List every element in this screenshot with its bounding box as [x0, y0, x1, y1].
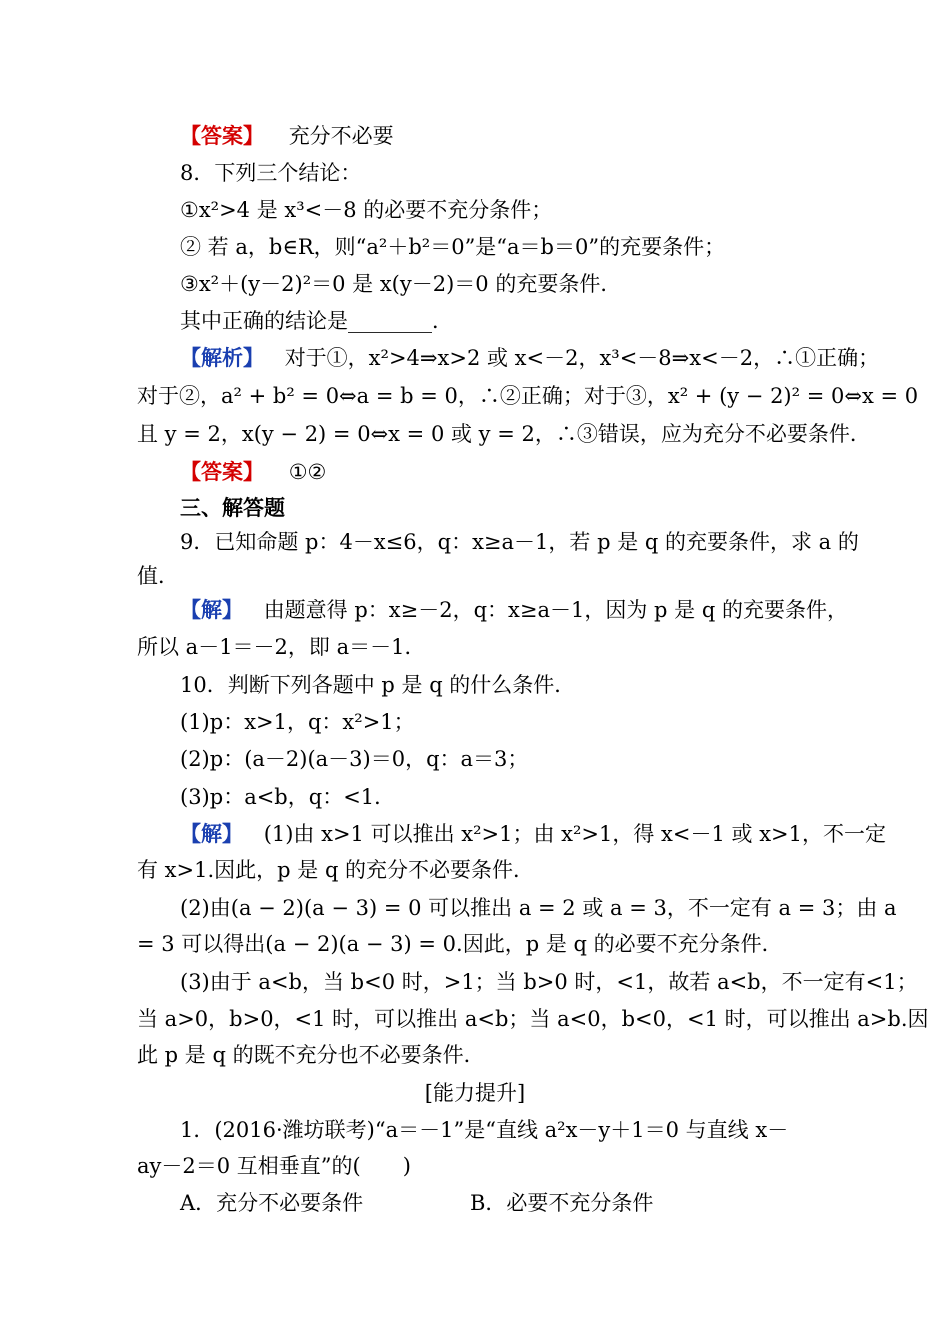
analysis-line-1 — [180, 344, 879, 372]
solution-10-line-5: (3)由于 a<b，当 b<0 时，>1；当 b>0 时，<1，故若 a<b，不一定有<1； — [180, 970, 918, 994]
solution-tag: 【解】 — [180, 822, 243, 846]
advanced-question-1-line-1: 1．(2016·潍坊联考)“a＝－1”是“直线 a²x－y＋1＝0 与直线 x－ — [180, 1118, 789, 1142]
statement-3: ③x²＋(y－2)²＝0 是 x(y－2)＝0 的充要条件． — [180, 272, 622, 296]
solution-text: (1)由 x>1 可以推出 x²>1；由 x²>1，得 x<－1 或 x>1，不一定 — [263, 822, 886, 846]
solution-10-line-4: = 3 可以得出(a − 2)(a − 3) = 0.因此，p 是 q 的必要不充分条件． — [137, 932, 783, 956]
question-8-prompt: 其中正确的结论是________． — [180, 309, 453, 333]
answer-tag: 【答案】 — [180, 460, 264, 484]
analysis-tag: 【解析】 — [180, 346, 264, 370]
analysis-text-1: 对于①，x²>4⇒x>2 或 x<－2，x³<－8⇒x<－2，∴①正确； — [284, 346, 880, 370]
solution-10-line-3: (2)由(a − 2)(a − 3) = 0 可以推出 a = 2 或 a = 3，不一定有 a = 3；由 a — [180, 896, 897, 920]
solution-9-line-2: 所以 a－1＝－2，即 a＝－1． — [137, 635, 426, 659]
statement-1: ①x²>4 是 x³<－8 的必要不充分条件； — [180, 198, 553, 222]
question-10-part-1: (1)p：x>1，q：x²>1； — [180, 710, 415, 734]
question-10-title: 10．判断下列各题中 p 是 q 的什么条件． — [180, 673, 576, 697]
section-title-advanced: [能力提升] — [424, 1081, 526, 1105]
answer-text: 充分不必要 — [288, 124, 394, 148]
section-heading: 三、解答题 — [180, 496, 285, 520]
question-9-line-2: 值． — [137, 564, 179, 588]
solution-10-line-1 — [180, 820, 886, 848]
question-8-title: 8．下列三个结论： — [180, 161, 362, 185]
option-b: B．必要不充分条件 — [470, 1191, 654, 1215]
solution-tag: 【解】 — [180, 598, 243, 622]
solution-10-line-2: 有 x>1.因此，p 是 q 的充分不必要条件． — [137, 858, 535, 882]
statement-2: ② 若 a，b∈R，则“a²＋b²＝0”是“a＝b＝0”的充要条件； — [180, 235, 726, 259]
answer-line-7 — [180, 122, 394, 150]
solution-text: 由题意得 p：x≥－2，q：x≥a－1，因为 p 是 q 的充要条件， — [263, 598, 848, 622]
analysis-line-2: 对于②，a² + b² = 0⇔a = b = 0，∴②正确；对于③，x² + (y − 2)² = 0⇔x = 0 — [137, 384, 919, 408]
answer-line-8 — [180, 458, 326, 486]
solution-10-line-7: 此 p 是 q 的既不充分也不必要条件． — [137, 1043, 485, 1067]
answer-tag: 【答案】 — [180, 124, 264, 148]
advanced-question-1-line-2: ay－2＝0 互相垂直”的( ) — [137, 1154, 411, 1178]
option-a: A．充分不必要条件 — [180, 1191, 364, 1215]
solution-9-line-1 — [180, 596, 848, 624]
solution-10-line-6: 当 a>0，b>0，<1 时，可以推出 a<b；当 a<0，b<0，<1 时，可以推出 a>b.因 — [137, 1007, 929, 1031]
analysis-line-3: 且 y = 2，x(y − 2) = 0⇔x = 0 或 y = 2，∴③错误，应为充分不必要条件． — [137, 422, 871, 446]
answer-text: ①② — [288, 460, 327, 484]
question-10-part-2: (2)p：(a－2)(a－3)＝0，q：a＝3； — [180, 747, 529, 771]
question-9-line-1: 9．已知命题 p：4－x≤6，q：x≥a－1，若 p 是 q 的充要条件，求 a 的 — [180, 530, 859, 554]
question-10-part-3: (3)p：a<b，q：<1． — [180, 785, 396, 809]
